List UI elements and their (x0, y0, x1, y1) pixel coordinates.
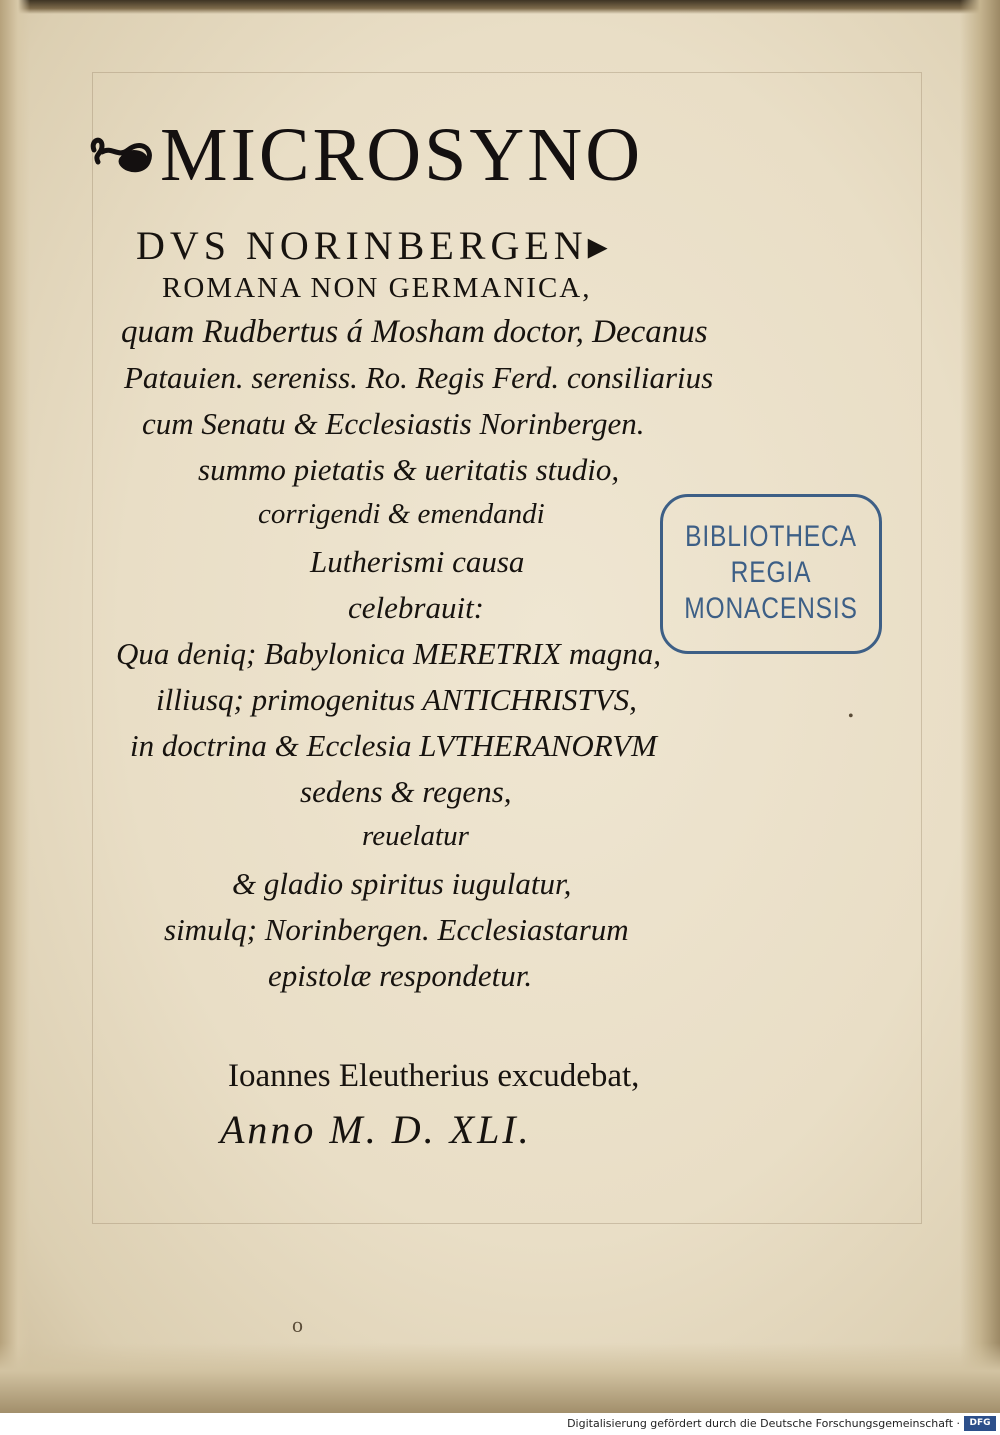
text-line: cum Senatu & Ecclesiastis Norinbergen. (142, 406, 645, 441)
stamp-line-1: BIBLIOTHECA (685, 520, 857, 553)
text-line: simulq; Norinbergen. Ecclesiastarum (164, 912, 629, 947)
text-line: Patauien. sereniss. Ro. Regis Ferd. consiliarius (124, 360, 714, 395)
text-line: corrigendi & emendandi (258, 498, 545, 530)
title-line-1: MICROSYNO (160, 113, 644, 197)
imprint-year: Anno M. D. XLI. (220, 1107, 532, 1152)
page-bottom-edge (0, 1343, 1000, 1413)
title-line-3: ROMANA NON GERMANICA, (162, 272, 592, 304)
text-line: sedens & regens, (300, 774, 512, 809)
stamp-line-3: MONACENSIS (684, 592, 858, 625)
footer-text: Digitalisierung gefördert durch die Deutsche Forschungsgemeinschaft · (567, 1417, 960, 1430)
imprint-printer: Ioannes Eleutherius excudebat, (228, 1058, 640, 1094)
library-stamp (660, 494, 882, 654)
text-line: illiusq; primogenitus ANTICHRISTVS, (156, 682, 637, 717)
text-line: Qua deniq; Babylonica MERETRIX magna, (116, 636, 661, 671)
text-line: in doctrina & Ecclesia LVTHERANORVM (130, 728, 657, 763)
page-blemish: • (848, 708, 854, 725)
page-blemish: o (292, 1312, 303, 1337)
title-line-2: DVS NORINBERGEN▸ (136, 223, 613, 268)
text-line: celebrauit: (348, 590, 485, 625)
text-line: reuelatur (362, 820, 469, 852)
text-line: summo pietatis & ueritatis studio, (198, 452, 620, 487)
text-line: Lutherismi causa (310, 544, 525, 579)
stamp-line-2: REGIA (730, 556, 812, 589)
page-top-edge (0, 0, 1000, 14)
text-line: epistolæ respondetur. (268, 958, 533, 993)
text-line: & gladio spiritus iugulatur, (232, 866, 572, 901)
dfg-logo-icon: DFG (964, 1416, 996, 1431)
text-line: quam Rudbertus á Mosham doctor, Decanus (121, 314, 708, 350)
fleuron-ornament-icon (88, 128, 158, 188)
digitization-footer (0, 1413, 1000, 1435)
